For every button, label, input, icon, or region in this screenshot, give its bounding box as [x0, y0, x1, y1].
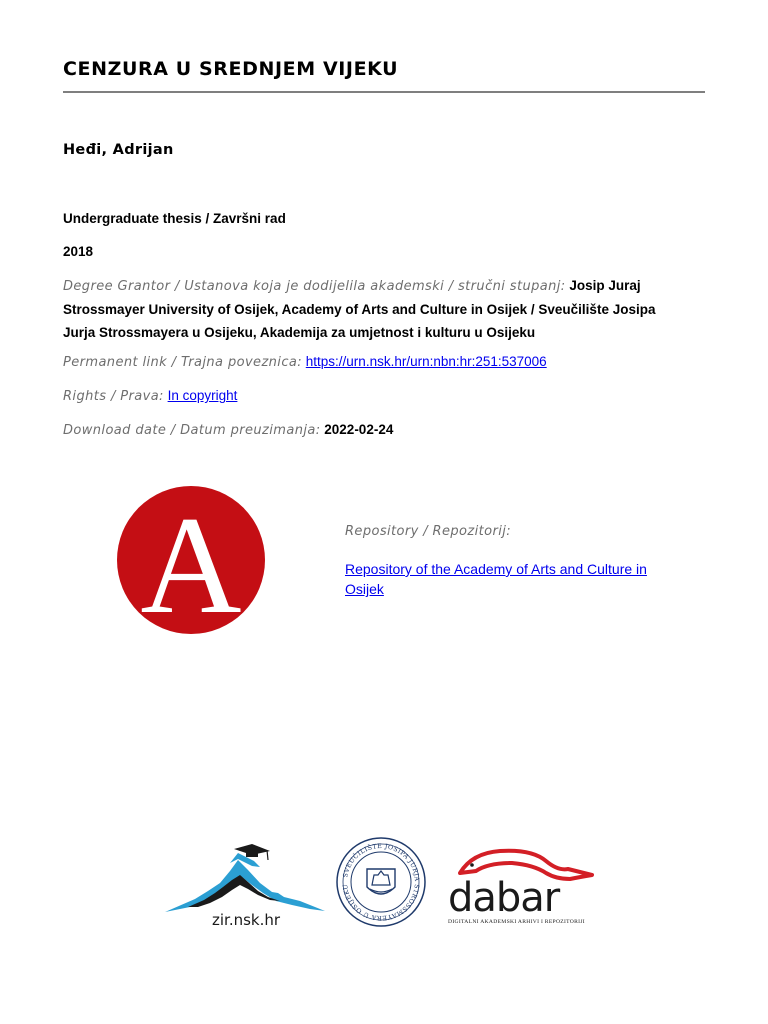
repository-label: Repository / Repozitorij:	[345, 524, 512, 539]
repository-link-line-2[interactable]: Osijek	[345, 581, 384, 597]
zir-logo-text: zir.nsk.hr	[212, 911, 281, 929]
dabar-logo	[448, 851, 592, 925]
download-date-label: Download date / Datum preuzimanja:	[63, 423, 321, 438]
thesis-year: 2018	[63, 244, 94, 259]
degree-grantor-value-1: Josip Juraj	[569, 278, 641, 293]
repository-link-line-1[interactable]: Repository of the Academy of Arts and Culture in	[345, 561, 647, 577]
author-name: Heđi, Adrijan	[63, 142, 174, 158]
download-date-row	[63, 418, 713, 442]
dabar-tagline: DIGITALNI AKADEMSKI ARHIVI I REPOZITORIJI	[448, 919, 585, 925]
rights-row	[63, 384, 713, 408]
degree-grantor-value-3: Jurja Strossmayera u Osijeku, Akademija za umjetnost i kulturu u Osijeku	[63, 325, 536, 340]
rights-link[interactable]: In copyright	[167, 388, 238, 403]
university-seal	[337, 838, 425, 926]
title-divider	[63, 91, 705, 93]
degree-grantor-value-2: Strossmayer University of Osijek, Academy of Arts and Culture in Osijek / Sveučilište Josipa	[63, 302, 656, 317]
footer-logos	[160, 835, 610, 935]
dabar-wordmark: dabar	[448, 875, 560, 921]
permanent-link-row	[63, 350, 713, 374]
degree-grantor-label: Degree Grantor / Ustanova koja je dodijelila akademski / stručni stupanj:	[63, 279, 566, 294]
download-date-value: 2022-02-24	[324, 422, 394, 437]
repository-link[interactable]	[345, 559, 665, 599]
document-title: CENZURA U SREDNJEM VIJEKU	[63, 58, 399, 80]
zir-logo	[165, 844, 325, 929]
permanent-link-label: Permanent link / Trajna poveznica:	[63, 355, 303, 370]
seal-ring-text: SVEUČILIŠTE JOSIPA JURJA STROSSMAYERA U OSIJEKU	[341, 842, 421, 922]
permanent-link[interactable]: https://urn.nsk.hr/urn:nbn:hr:251:537006	[305, 354, 547, 369]
academy-logo	[117, 486, 265, 634]
thesis-type: Undergraduate thesis / Završni rad	[63, 211, 286, 226]
academy-logo-letter: A	[140, 488, 242, 634]
degree-grantor-row	[63, 274, 713, 344]
rights-label: Rights / Prava:	[63, 389, 164, 404]
